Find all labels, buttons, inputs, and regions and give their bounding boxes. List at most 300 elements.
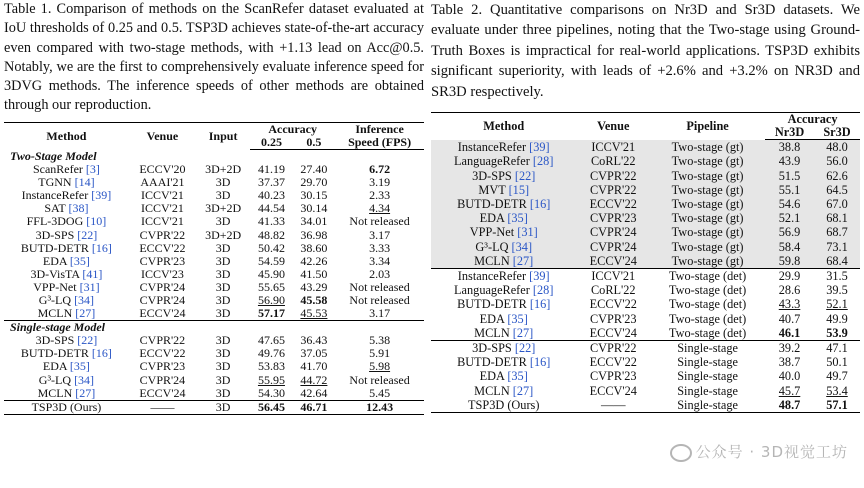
venue-cell: CVPR'24 — [139, 279, 186, 294]
acc025-cell: 49.76 — [257, 346, 285, 361]
method-cell — [431, 140, 576, 155]
pipeline-cell: Two-stage (gt) — [650, 140, 765, 155]
input-cell: 3D — [215, 385, 231, 400]
input-cell: 3D+2D — [205, 201, 242, 216]
method-cell — [431, 312, 576, 326]
venue-cell: ECCV'22 — [139, 240, 186, 255]
citation-ref: [16] — [529, 355, 551, 370]
table2-panel — [431, 0, 860, 413]
venue-cell: CVPR'23 — [589, 369, 637, 384]
venue-cell: CoRL'22 — [590, 283, 636, 298]
acc025-cell: 55.95 — [257, 372, 285, 387]
pipeline-cell: Two-stage (det) — [668, 283, 747, 298]
venue-cell: ECCV'22 — [589, 355, 637, 370]
venue-cell: AAAI'21 — [140, 175, 185, 190]
acc05-cell: 43.29 — [300, 279, 328, 294]
venue-cell: ECCV'22 — [589, 297, 637, 312]
table-row — [431, 169, 860, 183]
pipeline-cell: Two-stage (gt) — [650, 183, 765, 197]
citation-ref: [38] — [68, 201, 89, 216]
table1-caption: Table 1. Comparison of methods on the ScanRefer dataset evaluated at IoU thresholds of 0.25 and 0.5. TSP3D achieves state-of-the-art accuracy even compared with two-stage methods, with +1.13 lead on Acc@0.5. Notably, we are the first to comprehensively evaluate inference speed for 3DVG methods. The inference speeds of other methods are obtained through our reproduction. — [4, 1, 424, 114]
table-row — [431, 297, 860, 311]
method-name: SAT — [44, 201, 66, 216]
acc025-cell: 45.90 — [257, 266, 285, 281]
input-header: Input — [196, 122, 250, 149]
citation-ref: [22] — [514, 168, 536, 183]
input-cell: 3D — [215, 359, 231, 374]
speed-cell: Not released — [349, 214, 410, 229]
method-name: TSP3D (Ours) — [31, 399, 102, 414]
speed-cell: 12.43 — [335, 400, 424, 414]
method-name: G³-LQ — [38, 293, 72, 307]
sr3d-cell: 68.1 — [814, 211, 860, 225]
input-cell: 3D+2D — [205, 162, 242, 177]
table-row — [431, 326, 860, 341]
citation-ref: [14] — [74, 175, 95, 190]
nr3d-cell: 40.7 — [778, 311, 801, 326]
acc05-cell: 36.43 — [300, 333, 328, 348]
venue-cell: ECCV'24 — [589, 383, 637, 398]
sr3d-cell: 50.1 — [826, 355, 848, 370]
section-title: Single-stage Model — [4, 321, 424, 335]
table-row — [431, 341, 860, 356]
citation-ref: [31] — [517, 225, 538, 240]
speed-cell: 2.33 — [369, 188, 391, 203]
nr3d-cell: 38.7 — [778, 355, 801, 370]
citation-ref: [15] — [508, 182, 530, 197]
method-cell — [431, 169, 576, 183]
table1 — [4, 122, 424, 415]
method-cell — [4, 307, 129, 321]
input-cell: 3D — [215, 346, 231, 361]
acc05-cell: 30.14 — [300, 201, 328, 216]
table-row — [431, 369, 860, 383]
method-cell — [431, 326, 576, 341]
method-cell — [431, 183, 576, 197]
acc05-cell: 42.64 — [300, 385, 328, 400]
sr3d-cell: 47.1 — [814, 341, 860, 356]
pipeline-cell: Two-stage (gt) — [650, 211, 765, 225]
method-cell — [431, 341, 576, 356]
sr3d-cell: 67.0 — [814, 197, 860, 211]
nr3d-cell: 45.7 — [778, 383, 801, 398]
venue-cell: CVPR'24 — [139, 293, 186, 307]
nr3d-cell: 55.1 — [765, 183, 814, 197]
method-name: ScanRefer — [32, 162, 83, 177]
speed-cell: Not released — [349, 372, 410, 387]
input-cell: 3D — [215, 266, 231, 281]
input-cell: 3D — [215, 293, 231, 307]
method-name: MVT — [478, 182, 506, 197]
pipeline-cell: Single-stage — [677, 383, 738, 398]
speed-cell: Not released — [349, 279, 410, 294]
nr3d-cell: 48.7 — [765, 398, 814, 413]
venue-cell: ECCV'24 — [139, 306, 186, 321]
table-row — [4, 387, 424, 401]
sr3d-cell: 64.5 — [814, 183, 860, 197]
venue-cell: CVPR'22 — [139, 227, 186, 242]
acc05-cell: 29.70 — [300, 175, 328, 190]
citation-ref: [10] — [86, 214, 107, 229]
acc025-cell: 41.33 — [257, 214, 285, 229]
method-name: MCLN — [474, 253, 510, 268]
citation-ref: [34] — [74, 293, 95, 307]
acc025-cell: 48.82 — [257, 227, 285, 242]
sr3d-cell: 56.0 — [814, 154, 860, 168]
venue-cell: CVPR'23 — [589, 311, 637, 326]
method-cell — [431, 384, 576, 398]
citation-ref: [27] — [75, 306, 96, 321]
section-title: Two-Stage Model — [10, 148, 97, 163]
citation-ref: [39] — [529, 139, 550, 154]
sr3d-cell: 57.1 — [814, 398, 860, 413]
citation-ref: [35] — [69, 253, 90, 268]
venue-cell: CVPR'22 — [576, 183, 650, 197]
table-row — [431, 398, 860, 413]
pipeline-cell: Two-stage (gt) — [650, 225, 765, 239]
citation-ref: [16] — [529, 297, 551, 312]
method-name: MCLN — [474, 383, 510, 398]
method-cell — [4, 387, 129, 401]
venue-cell: CVPR'22 — [576, 341, 650, 356]
venue-header: Venue — [576, 113, 650, 140]
method-name: EDA — [42, 359, 67, 374]
speed-cell: 3.17 — [369, 227, 391, 242]
acc025-cell: 47.65 — [257, 333, 285, 348]
citation-ref: [34] — [74, 372, 95, 387]
method-name: EDA — [42, 253, 67, 268]
table-row — [431, 254, 860, 269]
citation-ref: [28] — [532, 154, 554, 169]
venue-cell: CVPR'24 — [139, 372, 186, 387]
method-cell — [431, 211, 576, 225]
citation-ref: [35] — [507, 311, 528, 326]
acc05-cell: 30.15 — [300, 188, 328, 203]
citation-ref: [27] — [512, 383, 534, 398]
section-header-row — [4, 321, 424, 335]
method-name: BUTD-DETR — [20, 240, 89, 255]
method-cell — [431, 283, 576, 297]
table-row — [4, 307, 424, 321]
table-row — [431, 384, 860, 398]
acc025-cell: 41.19 — [257, 162, 285, 177]
venue-header: Venue — [129, 122, 196, 149]
citation-ref: [39] — [529, 269, 550, 284]
pipeline-cell: Single-stage — [677, 355, 738, 370]
method-name: VPP-Net — [469, 225, 515, 240]
speed-cell: 5.98 — [369, 359, 391, 374]
method-cell — [431, 240, 576, 254]
acc025-cell: 56.90 — [257, 293, 285, 307]
table-row — [431, 355, 860, 369]
acc025-cell: 54.59 — [257, 253, 285, 268]
acc05-cell: 37.05 — [300, 346, 328, 361]
pipeline-cell: Two-stage (det) — [668, 325, 747, 340]
pipeline-cell: Two-stage (det) — [668, 311, 747, 326]
input-cell: 3D — [215, 333, 231, 348]
speed-cell: 5.91 — [369, 346, 391, 361]
sr3d-cell: 31.5 — [814, 269, 860, 284]
section-header-row — [4, 149, 424, 163]
method-name: G³-LQ — [38, 372, 72, 387]
speed-cell: Not released — [349, 293, 410, 307]
acc05-cell: 45.53 — [300, 306, 328, 321]
method-name: VPP-Net — [33, 279, 77, 294]
citation-ref: [22] — [77, 333, 98, 348]
method-cell — [431, 254, 576, 269]
nr3d-cell: 59.8 — [765, 254, 814, 269]
input-cell: 3D — [215, 214, 231, 229]
nr3d-cell: 54.6 — [765, 197, 814, 211]
acc05-header: 0.5 — [293, 136, 335, 150]
nr3d-cell: 46.1 — [778, 325, 801, 340]
nr3d-cell: 43.9 — [765, 154, 814, 168]
sr3d-cell: 39.5 — [826, 283, 848, 298]
input-cell: 3D — [215, 240, 231, 255]
venue-cell: ECCV'20 — [139, 162, 186, 177]
acc05-cell: 38.60 — [300, 240, 328, 255]
speed-cell: 3.33 — [369, 240, 391, 255]
method-cell — [431, 197, 576, 211]
speed-cell: 5.38 — [369, 333, 391, 348]
nr3d-cell: 51.5 — [765, 169, 814, 183]
method-name: InstanceRefer — [457, 139, 527, 154]
venue-cell: CoRL'22 — [576, 154, 650, 168]
citation-ref: [34] — [511, 239, 533, 254]
method-name: MCLN — [37, 306, 73, 321]
pipeline-cell: Two-stage (det) — [650, 269, 765, 284]
method-name: EDA — [479, 211, 505, 226]
table-row — [4, 400, 424, 414]
method-cell — [4, 400, 129, 414]
pipeline-cell: Two-stage (det) — [668, 297, 747, 312]
wechat-icon — [670, 444, 692, 462]
acc05-cell: 45.58 — [300, 293, 328, 307]
method-cell — [431, 297, 576, 311]
speed-cell: 3.34 — [369, 253, 391, 268]
table-row — [431, 225, 860, 239]
acc025-cell: 53.83 — [257, 359, 285, 374]
nr3d-cell: 38.8 — [765, 140, 814, 155]
sr3d-cell: 49.7 — [826, 369, 848, 384]
method-name: BUTD-DETR — [457, 355, 527, 370]
nr3d-cell: 43.3 — [778, 297, 801, 312]
acc05-cell: 36.98 — [300, 227, 328, 242]
nr3d-header: Nr3D — [765, 126, 814, 140]
venue-cell: CVPR'23 — [576, 211, 650, 225]
acc025-cell: 55.65 — [257, 279, 285, 294]
pipeline-cell: Single-stage — [677, 369, 738, 384]
venue-cell: ICCV'21 — [141, 188, 184, 203]
pipeline-cell: Two-stage (gt) — [650, 240, 765, 254]
input-cell: 3D+2D — [205, 227, 242, 242]
venue-cell: ECCV'22 — [576, 197, 650, 211]
venue-cell: ECCV'24 — [589, 325, 637, 340]
venue-cell: CVPR'24 — [576, 240, 650, 254]
sr3d-cell: 53.4 — [826, 383, 848, 398]
method-name: TSP3D (Ours) — [468, 397, 540, 412]
acc05-cell: 42.26 — [300, 253, 328, 268]
venue-cell: ECCV'22 — [139, 346, 186, 361]
citation-ref: [41] — [82, 266, 103, 281]
table-row — [431, 140, 860, 155]
venue-cell: ICCV'21 — [141, 201, 184, 216]
venue-cell: CVPR'24 — [576, 225, 650, 239]
acc05-cell: 46.71 — [293, 400, 335, 414]
venue-cell: CVPR'23 — [139, 253, 186, 268]
watermark-text: 公众号 · 3D视觉工坊 — [695, 443, 848, 461]
method-name: LanguageRefer — [454, 154, 530, 169]
citation-ref: [28] — [532, 283, 554, 298]
method-name: 3D-VisTA — [30, 266, 80, 281]
accuracy-header: Accuracy — [250, 122, 335, 136]
citation-ref: [27] — [75, 385, 96, 400]
acc05-cell: 34.01 — [300, 214, 328, 229]
method-cell — [431, 154, 576, 168]
speed-cell: 4.34 — [369, 201, 391, 216]
venue-cell: ICCV'23 — [141, 266, 184, 281]
citation-ref: [22] — [77, 227, 98, 242]
speed-header-line1: Inference — [335, 122, 424, 136]
nr3d-cell: 58.4 — [765, 240, 814, 254]
acc025-cell: 40.23 — [257, 188, 285, 203]
method-cell — [431, 355, 576, 369]
method-name: LanguageRefer — [454, 283, 530, 298]
sr3d-cell: 49.9 — [826, 311, 848, 326]
acc025-cell: 54.30 — [257, 385, 285, 400]
sr3d-cell: 73.1 — [814, 240, 860, 254]
nr3d-cell: 52.1 — [765, 211, 814, 225]
venue-cell: ICCV'21 — [141, 214, 184, 229]
citation-ref: [16] — [529, 197, 551, 212]
method-name: 3D-SPS — [35, 333, 75, 348]
table2 — [431, 112, 860, 413]
speed-cell: 3.17 — [369, 306, 391, 321]
input-cell: 3D — [215, 372, 231, 387]
speed-cell: 2.03 — [369, 266, 391, 281]
method-name: FFL-3DOG — [26, 214, 84, 229]
venue-cell: ECCV'24 — [576, 254, 650, 269]
method-name: MCLN — [474, 325, 510, 340]
citation-ref: [27] — [512, 325, 534, 340]
nr3d-cell: 56.9 — [765, 225, 814, 239]
input-cell: 3D — [215, 188, 231, 203]
table-row — [431, 197, 860, 211]
table-row — [431, 211, 860, 225]
table1-panel — [4, 0, 424, 415]
method-header: Method — [4, 122, 129, 149]
pipeline-cell: Two-stage (gt) — [650, 169, 765, 183]
input-cell: 3D — [196, 400, 250, 414]
accuracy-header: Accuracy — [765, 113, 860, 127]
citation-ref: [35] — [69, 359, 90, 374]
method-name: InstanceRefer — [21, 188, 89, 203]
table2-caption: Table 2. Quantitative comparisons on Nr3D and Sr3D datasets. We evaluate under three pipelines, noting that the Two-stage using Ground-Truth Boxes is impractical for real-world applications. TSP3D exhibits significant superiority, with leads of +2.6% and +3.2% on NR3D and SR3D respectively. — [431, 2, 860, 100]
pipeline-cell: Single-stage — [650, 341, 765, 356]
pipeline-cell: Two-stage (gt) — [650, 197, 765, 211]
nr3d-cell: 40.0 — [778, 369, 801, 384]
citation-ref: [16] — [91, 240, 112, 255]
method-name: BUTD-DETR — [457, 197, 527, 212]
pipeline-cell: Two-stage (gt) — [650, 254, 765, 269]
sr3d-cell: 68.4 — [814, 254, 860, 269]
method-name: EDA — [479, 311, 505, 326]
watermark — [670, 441, 848, 462]
pipeline-header: Pipeline — [650, 113, 765, 140]
table-row — [431, 312, 860, 326]
venue-cell: CVPR'22 — [576, 169, 650, 183]
pipeline-cell: Two-stage (gt) — [650, 154, 765, 168]
acc025-header: 0.25 — [250, 136, 292, 150]
acc025-cell: 50.42 — [257, 240, 285, 255]
sr3d-cell: 53.9 — [826, 325, 848, 340]
sr3d-cell: 48.0 — [814, 140, 860, 155]
citation-ref: [35] — [507, 369, 528, 384]
table-row — [4, 242, 424, 255]
venue-cell: ICCV'21 — [576, 269, 650, 284]
venue-cell: ECCV'24 — [139, 385, 186, 400]
citation-ref: [3] — [85, 162, 100, 177]
input-cell: 3D — [215, 175, 231, 190]
sr3d-cell: 62.6 — [814, 169, 860, 183]
method-name: 3D-SPS — [35, 227, 75, 242]
table-row — [431, 269, 860, 284]
nr3d-cell: 29.9 — [765, 269, 814, 284]
acc025-cell: 37.37 — [257, 175, 285, 190]
table-row — [431, 240, 860, 254]
method-name: 3D-SPS — [472, 168, 512, 183]
acc05-cell: 41.70 — [300, 359, 328, 374]
table-row — [431, 183, 860, 197]
citation-ref: [27] — [512, 253, 534, 268]
citation-ref: [35] — [507, 211, 528, 226]
acc05-cell: 44.72 — [300, 372, 328, 387]
sr3d-cell: 52.1 — [826, 297, 848, 312]
table-row — [431, 154, 860, 168]
acc025-cell: 44.54 — [257, 201, 285, 216]
method-name: MCLN — [37, 385, 73, 400]
table-row — [431, 283, 860, 297]
venue-cell: ICCV'21 — [576, 140, 650, 155]
citation-ref: [22] — [514, 341, 536, 356]
acc025-cell: 57.17 — [257, 306, 285, 321]
nr3d-cell: 28.6 — [778, 283, 801, 298]
input-cell: 3D — [215, 279, 231, 294]
method-name: TGNN — [38, 175, 72, 190]
acc05-cell: 41.50 — [300, 266, 328, 281]
method-name: BUTD-DETR — [20, 346, 89, 361]
venue-cell: —— — [129, 400, 196, 414]
speed-cell: 5.45 — [369, 385, 391, 400]
sr3d-cell: 68.7 — [814, 225, 860, 239]
acc025-cell: 56.45 — [250, 400, 292, 414]
citation-ref: [16] — [91, 346, 112, 361]
speed-cell: 6.72 — [369, 162, 391, 177]
method-name: G³-LQ — [475, 239, 509, 254]
citation-ref: [31] — [79, 279, 100, 294]
input-cell: 3D — [215, 253, 231, 268]
venue-cell: CVPR'22 — [139, 333, 186, 348]
method-name: BUTD-DETR — [457, 297, 527, 312]
method-name: EDA — [479, 369, 505, 384]
sr3d-header: Sr3D — [814, 126, 860, 140]
method-cell — [431, 225, 576, 239]
acc05-cell: 27.40 — [300, 162, 328, 177]
nr3d-cell: 39.2 — [765, 341, 814, 356]
citation-ref: [39] — [91, 188, 112, 203]
method-cell — [431, 398, 576, 413]
speed-header-line2: Speed (FPS) — [335, 136, 424, 150]
